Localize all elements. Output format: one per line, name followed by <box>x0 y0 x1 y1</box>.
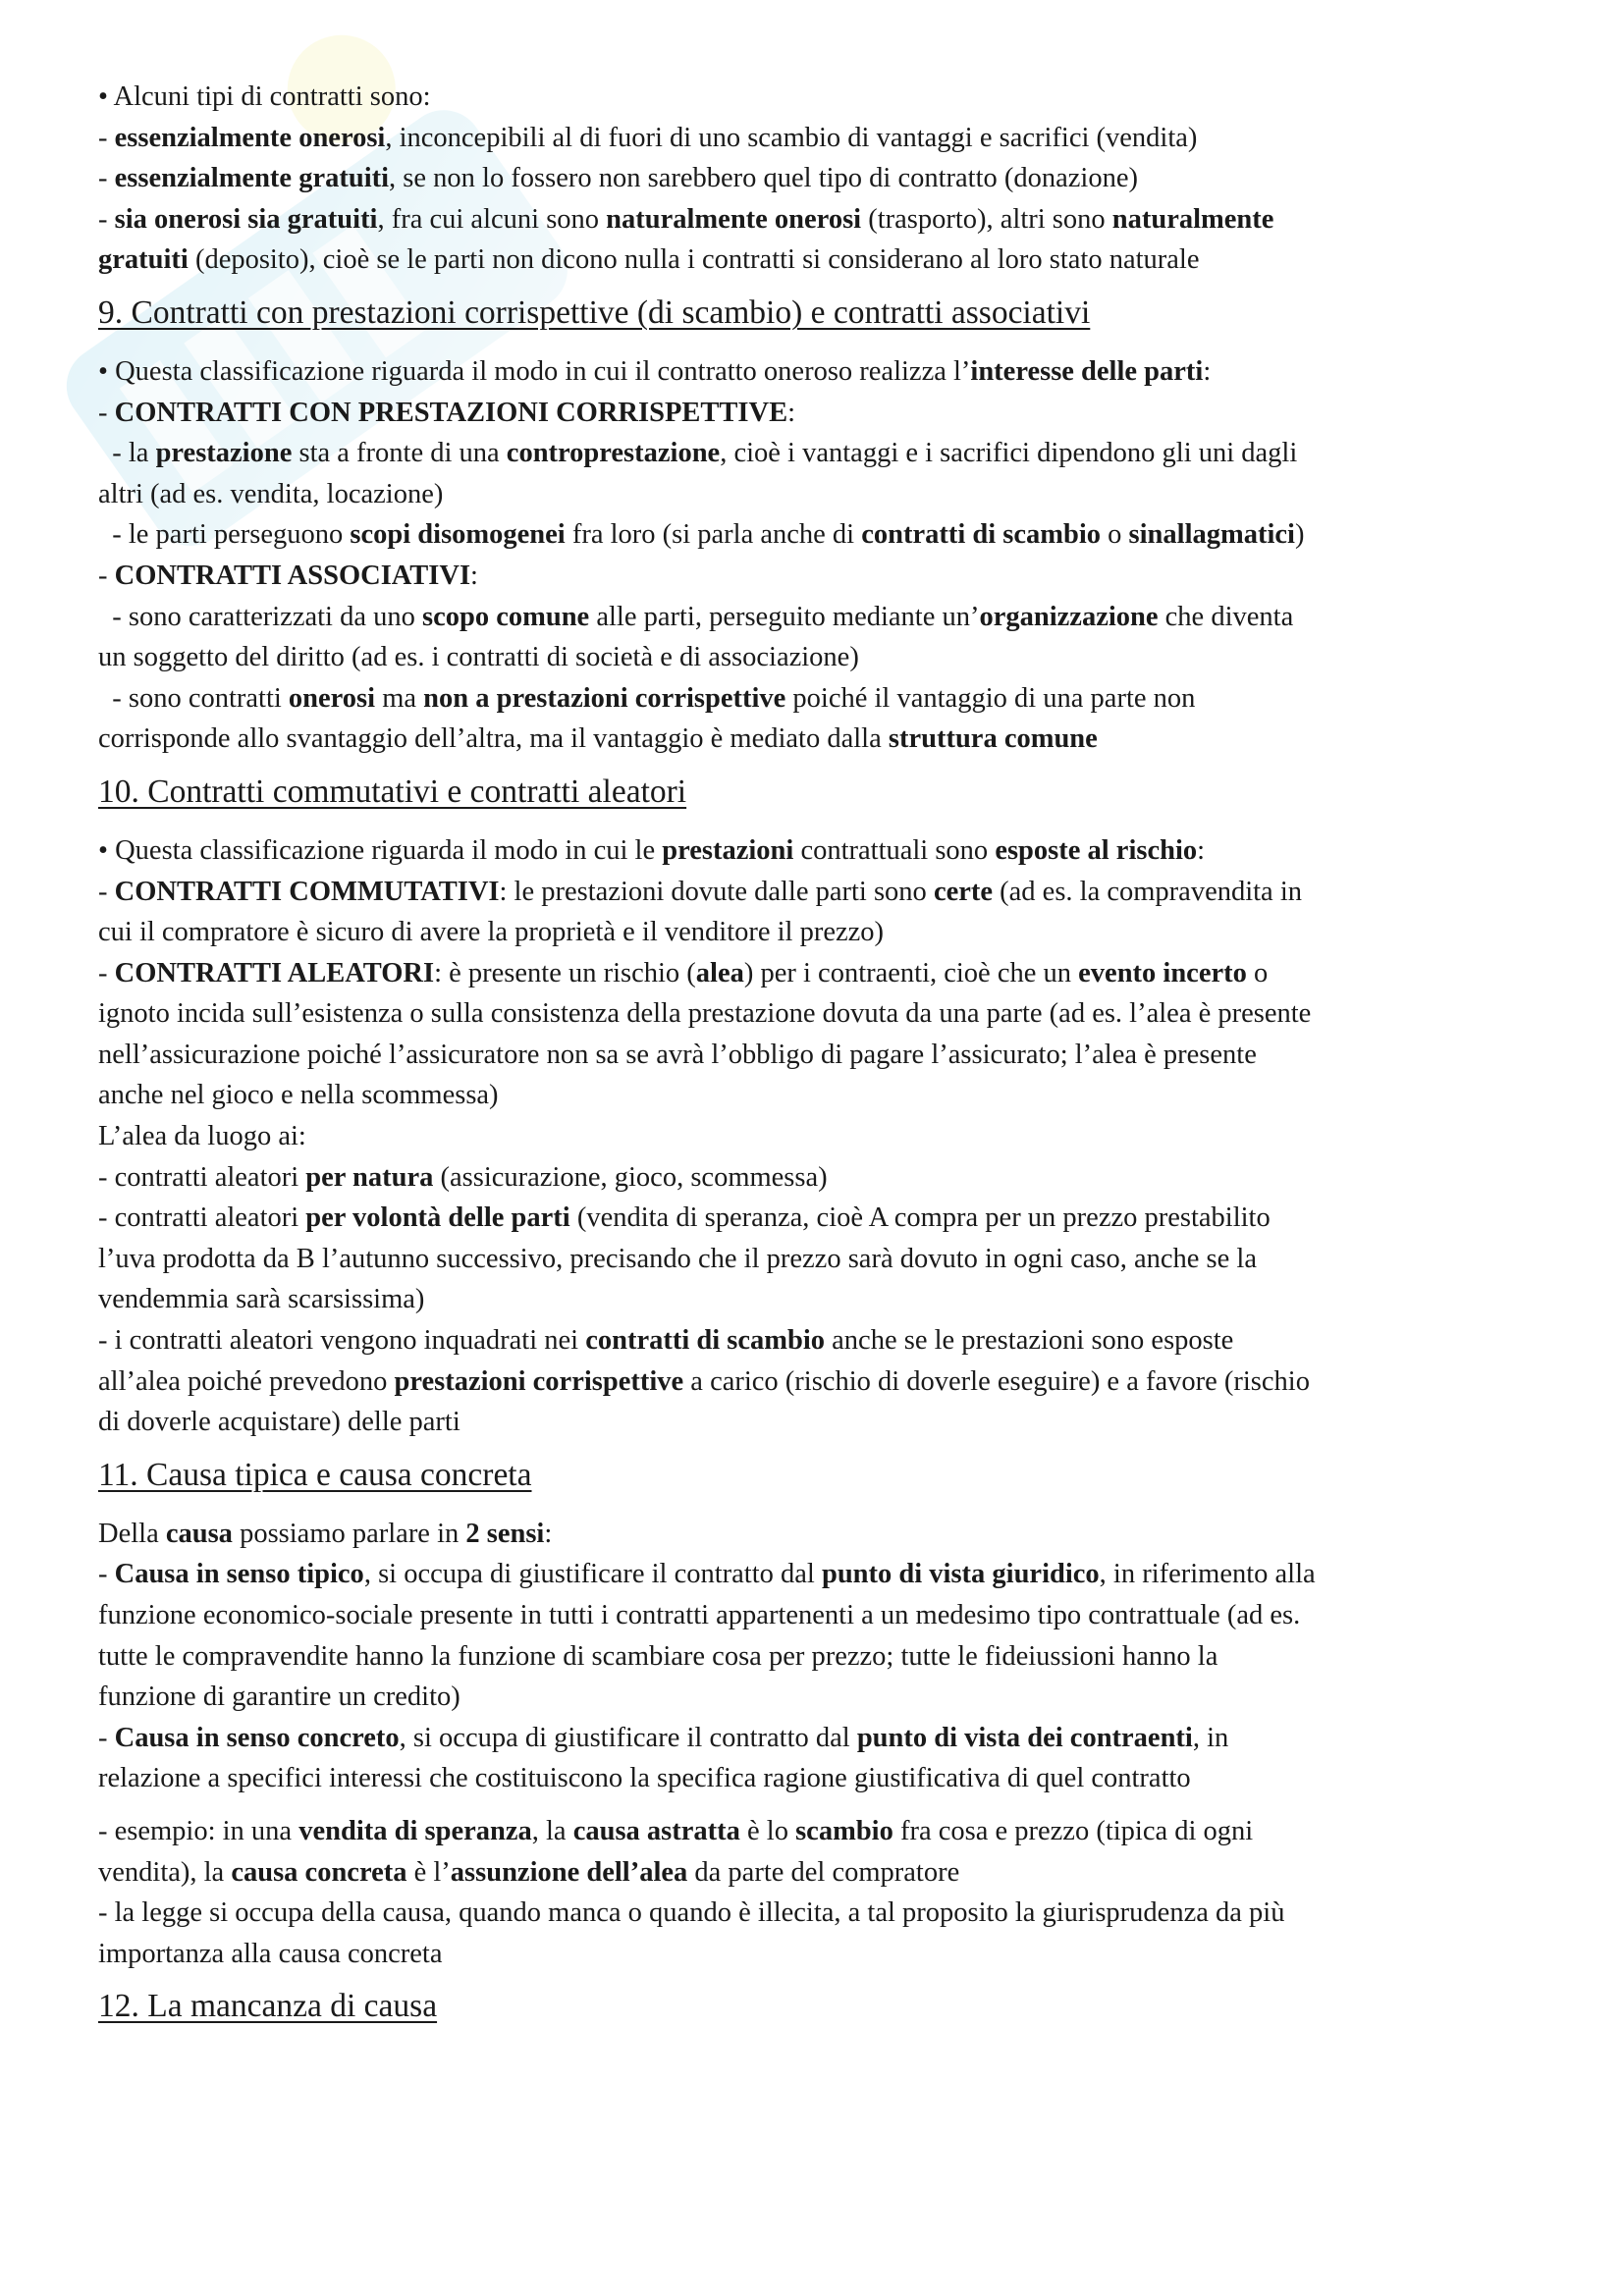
text-run: , se non lo fossero non sarebbero quel tipo di contratto (donazione) <box>389 163 1138 194</box>
text-run: : <box>1197 834 1206 866</box>
text-line <box>98 953 1534 994</box>
text-run: - le parti perseguono <box>98 519 351 551</box>
bold-text: per volontà delle parti <box>305 1202 570 1234</box>
text-line <box>98 1811 1534 1852</box>
text-run: : <box>1203 355 1212 387</box>
text-run: - <box>98 560 115 591</box>
bold-text: essenzialmente gratuiti <box>114 163 390 194</box>
bold-text: struttura comune <box>888 723 1098 755</box>
text-run: - sono contratti <box>98 682 289 714</box>
bold-text: contratti di scambio <box>585 1325 826 1357</box>
text-run: - esempio: in una <box>98 1815 299 1846</box>
bold-text: prestazioni corrispettive <box>394 1365 684 1397</box>
bold-text: causa astratta <box>572 1815 740 1846</box>
bold-text: scambio <box>795 1815 893 1846</box>
text-run: possiamo parlare in <box>232 1518 466 1549</box>
text-run: cui il compratore è sicuro di avere la proprietà e il venditore il prezzo) <box>98 917 885 948</box>
text-run: importanza alla causa concreta <box>98 1938 443 1969</box>
text-line <box>98 678 1534 720</box>
bold-text: prestazioni <box>662 834 794 866</box>
text-run: , cioè i vantaggi e i sacrifici dipendono gli uni dagli <box>720 438 1298 469</box>
text-run: - <box>98 397 115 428</box>
text-run: , fra cui alcuni sono <box>377 203 607 235</box>
text-run: , la <box>531 1815 573 1846</box>
text-run: ma <box>375 682 424 714</box>
bold-text: sia onerosi sia gratuiti <box>114 203 378 235</box>
text-run: che diventa <box>1158 601 1294 632</box>
text-run: : <box>544 1518 553 1549</box>
text-line <box>98 393 1534 434</box>
bold-text: controprestazione <box>506 438 721 469</box>
text-run: • Questa classificazione riguarda il modo in cui le <box>98 834 663 866</box>
text-line <box>98 556 1534 597</box>
section-11-example <box>98 1811 1534 1974</box>
text-run: - <box>98 957 115 988</box>
text-line <box>98 1934 1534 1975</box>
bold-text: onerosi <box>288 682 376 714</box>
text-line <box>98 1279 1534 1320</box>
text-run: di doverle acquistare) delle parti <box>98 1407 460 1438</box>
text-line <box>98 872 1534 913</box>
text-run: contrattuali sono <box>793 834 996 866</box>
text-line <box>98 199 1534 240</box>
text-run: vendita), la <box>98 1856 232 1888</box>
bold-text: alea <box>695 957 744 988</box>
text-run: , si occupa di giustificare il contratto dal <box>363 1559 822 1590</box>
text-run: (deposito), cioè se le parti non dicono nulla i contratti si considerano al loro stato naturale <box>188 244 1200 276</box>
text-run: da parte del compratore <box>687 1856 960 1888</box>
text-run: è l’ <box>406 1856 451 1888</box>
text-line <box>98 433 1534 474</box>
text-run: - <box>98 1722 115 1753</box>
text-run: vendemmia sarà scarsissima) <box>98 1284 425 1315</box>
text-run: poiché il vantaggio di una parte non <box>785 682 1196 714</box>
text-run: all’alea poiché prevedono <box>98 1365 395 1397</box>
document-page <box>98 77 1534 2045</box>
text-line <box>98 1595 1534 1636</box>
bold-text: assunzione dell’alea <box>450 1856 688 1888</box>
bold-text: CONTRATTI CON PRESTAZIONI CORRISPETTIVE <box>114 397 788 428</box>
text-run: alle parti, perseguito mediante un’ <box>589 601 980 632</box>
text-run: - <box>98 163 115 194</box>
section-10-body <box>98 830 1534 1443</box>
bold-text: essenzialmente onerosi <box>114 122 386 153</box>
text-run: a carico (rischio di doverle eseguire) e a favore (rischio <box>683 1365 1310 1397</box>
text-run: sta a fronte di una <box>292 438 507 469</box>
bold-text: contratti di scambio <box>861 519 1102 551</box>
text-run: - i contratti aleatori vengono inquadrati nei <box>98 1325 586 1357</box>
text-run: (ad es. la compravendita in <box>993 876 1302 907</box>
text-run: - la <box>98 438 156 469</box>
text-run: - <box>98 876 115 907</box>
text-run: anche nel gioco e nella scommessa) <box>98 1080 499 1111</box>
text-run: , in riferimento alla <box>1099 1559 1316 1590</box>
section-11-body <box>98 1514 1534 1799</box>
bold-text: sinallagmatici <box>1128 519 1295 551</box>
text-run: è lo <box>739 1815 796 1846</box>
bold-text: naturalmente onerosi <box>606 203 862 235</box>
bold-text: naturalmente <box>1111 203 1274 235</box>
intro-paragraph <box>98 77 1534 281</box>
text-run: tutte le compravendite hanno la funzione di scambiare cosa per prezzo; tutte le fideiussioni hanno la <box>98 1640 1218 1672</box>
text-run: : le prestazioni dovute dalle parti sono <box>499 876 934 907</box>
bold-text: interesse delle parti <box>970 355 1204 387</box>
text-line <box>98 912 1534 953</box>
text-line <box>98 1320 1534 1362</box>
text-line <box>98 158 1534 199</box>
text-line <box>98 1035 1534 1076</box>
text-line <box>98 240 1534 281</box>
text-line <box>98 1852 1534 1894</box>
text-run: anche se le prestazioni sono esposte <box>825 1325 1234 1357</box>
text-run: fra loro (si parla anche di <box>565 519 862 551</box>
text-run: : è presente un rischio ( <box>434 957 696 988</box>
bold-text: per natura <box>305 1161 434 1193</box>
text-line <box>98 1402 1534 1443</box>
text-line <box>98 351 1534 393</box>
text-run: - <box>98 122 115 153</box>
text-line <box>98 1554 1534 1595</box>
bold-text: certe <box>933 876 994 907</box>
text-line <box>98 597 1534 638</box>
text-run: l’uva prodotta da B l’autunno successivo, precisando che il prezzo sarà dovuto in ogni caso, anche se la <box>98 1243 1257 1274</box>
text-line <box>98 1198 1534 1239</box>
text-line <box>98 1677 1534 1718</box>
bold-text: CONTRATTI ALEATORI <box>114 957 435 988</box>
text-run: fra cosa e prezzo (tipica di ogni <box>893 1815 1254 1846</box>
text-run: Della <box>98 1518 166 1549</box>
text-line <box>98 1636 1534 1678</box>
heading-section-11: 11. Causa tipica e causa concreta <box>98 1456 532 1493</box>
text-run: L’alea da luogo ai: <box>98 1121 306 1152</box>
text-run: relazione a specifici interessi che costituiscono la specifica ragione giustificativa di quel contratto <box>98 1763 1191 1794</box>
bold-text: gratuiti <box>98 244 189 276</box>
text-run: (vendita di speranza, cioè A compra per un prezzo prestabilito <box>569 1202 1271 1234</box>
text-line <box>98 1758 1534 1799</box>
bold-text: non a prestazioni corrispettive <box>423 682 786 714</box>
text-line <box>98 1362 1534 1403</box>
heading-section-9: 9. Contratti con prestazioni corrispettive (di scambio) e contratti associativi <box>98 294 1091 331</box>
text-line <box>98 1239 1534 1280</box>
text-line <box>98 1718 1534 1759</box>
text-run: (assicurazione, gioco, scommessa) <box>433 1161 828 1193</box>
text-line <box>98 1075 1534 1116</box>
bold-text: 2 sensi <box>465 1518 545 1549</box>
text-line <box>98 77 1534 118</box>
text-run: (trasporto), altri sono <box>861 203 1112 235</box>
text-run: - <box>98 1559 115 1590</box>
text-line <box>98 1157 1534 1199</box>
bold-text: Causa in senso tipico <box>114 1559 364 1590</box>
text-line <box>98 830 1534 872</box>
text-run: - contratti aleatori <box>98 1202 306 1234</box>
text-run: un soggetto del diritto (ad es. i contratti di società e di associazione) <box>98 642 859 673</box>
text-line <box>98 1893 1534 1934</box>
text-run: altri (ad es. vendita, locazione) <box>98 478 444 509</box>
text-run: corrisponde allo svantaggio dell’altra, ma il vantaggio è mediato dalla <box>98 723 889 755</box>
text-run: o <box>1246 957 1269 988</box>
text-run: o <box>1101 519 1129 551</box>
text-line <box>98 118 1534 159</box>
text-run: ) per i contraenti, cioè che un <box>743 957 1079 988</box>
bold-text: scopo comune <box>421 601 590 632</box>
text-run: - <box>98 203 115 235</box>
text-run: - la legge si occupa della causa, quando manca o quando è illecita, a tal proposito la giurisprudenza da più <box>98 1897 1285 1929</box>
text-run: • Questa classificazione riguarda il modo in cui il contratto oneroso realizza l’ <box>98 355 971 387</box>
heading-section-10: 10. Contratti commutativi e contratti aleatori <box>98 773 687 810</box>
text-run: , inconcepibili al di fuori di uno scambio di vantaggi e sacrifici (vendita) <box>385 122 1198 153</box>
text-line <box>98 1116 1534 1157</box>
text-run: , si occupa di giustificare il contratto dal <box>399 1722 857 1753</box>
section-9-body <box>98 351 1534 760</box>
text-line <box>98 514 1534 556</box>
bold-text: causa <box>165 1518 233 1549</box>
bold-text: esposte al rischio <box>995 834 1198 866</box>
bold-text: Causa in senso concreto <box>114 1722 400 1753</box>
text-run: ignoto incida sull’esistenza o sulla consistenza della prestazione dovuta da una parte (ad es. l’alea è presente <box>98 998 1312 1030</box>
bold-text: punto di vista giuridico <box>821 1559 1100 1590</box>
bold-text: CONTRATTI ASSOCIATIVI <box>114 560 471 591</box>
text-line <box>98 993 1534 1035</box>
paragraph-gap <box>98 1799 1534 1811</box>
text-run: , in <box>1192 1722 1229 1753</box>
bold-text: punto di vista dei contraenti <box>856 1722 1193 1753</box>
text-run: - contratti aleatori <box>98 1161 306 1193</box>
text-line <box>98 474 1534 515</box>
text-run: funzione di garantire un credito) <box>98 1682 460 1713</box>
text-run: ) <box>1294 519 1305 551</box>
text-run: funzione economico-sociale presente in tutti i contratti appartenenti a un medesimo tipo contrattuale (ad es. <box>98 1600 1301 1630</box>
bold-text: causa concreta <box>231 1856 407 1888</box>
bold-text: scopi disomogenei <box>350 519 566 551</box>
bold-text: CONTRATTI COMMUTATIVI <box>114 876 500 907</box>
text-line <box>98 719 1534 760</box>
text-run: : <box>787 397 795 428</box>
text-run: - sono caratterizzati da uno <box>98 601 422 632</box>
text-line <box>98 1514 1534 1555</box>
bold-text: vendita di speranza <box>298 1815 532 1846</box>
heading-section-12: 12. La mancanza di causa <box>98 1988 438 2025</box>
bold-text: evento incerto <box>1078 957 1247 988</box>
text-run: : <box>470 560 478 591</box>
text-run: • Alcuni tipi di contratti sono: <box>98 81 431 112</box>
text-run: nell’assicurazione poiché l’assicuratore non sa se avrà l’obbligo di pagare l’assicurato; l’alea è presente <box>98 1039 1257 1070</box>
text-line <box>98 637 1534 678</box>
bold-text: prestazione <box>155 438 293 469</box>
bold-text: organizzazione <box>979 601 1159 632</box>
